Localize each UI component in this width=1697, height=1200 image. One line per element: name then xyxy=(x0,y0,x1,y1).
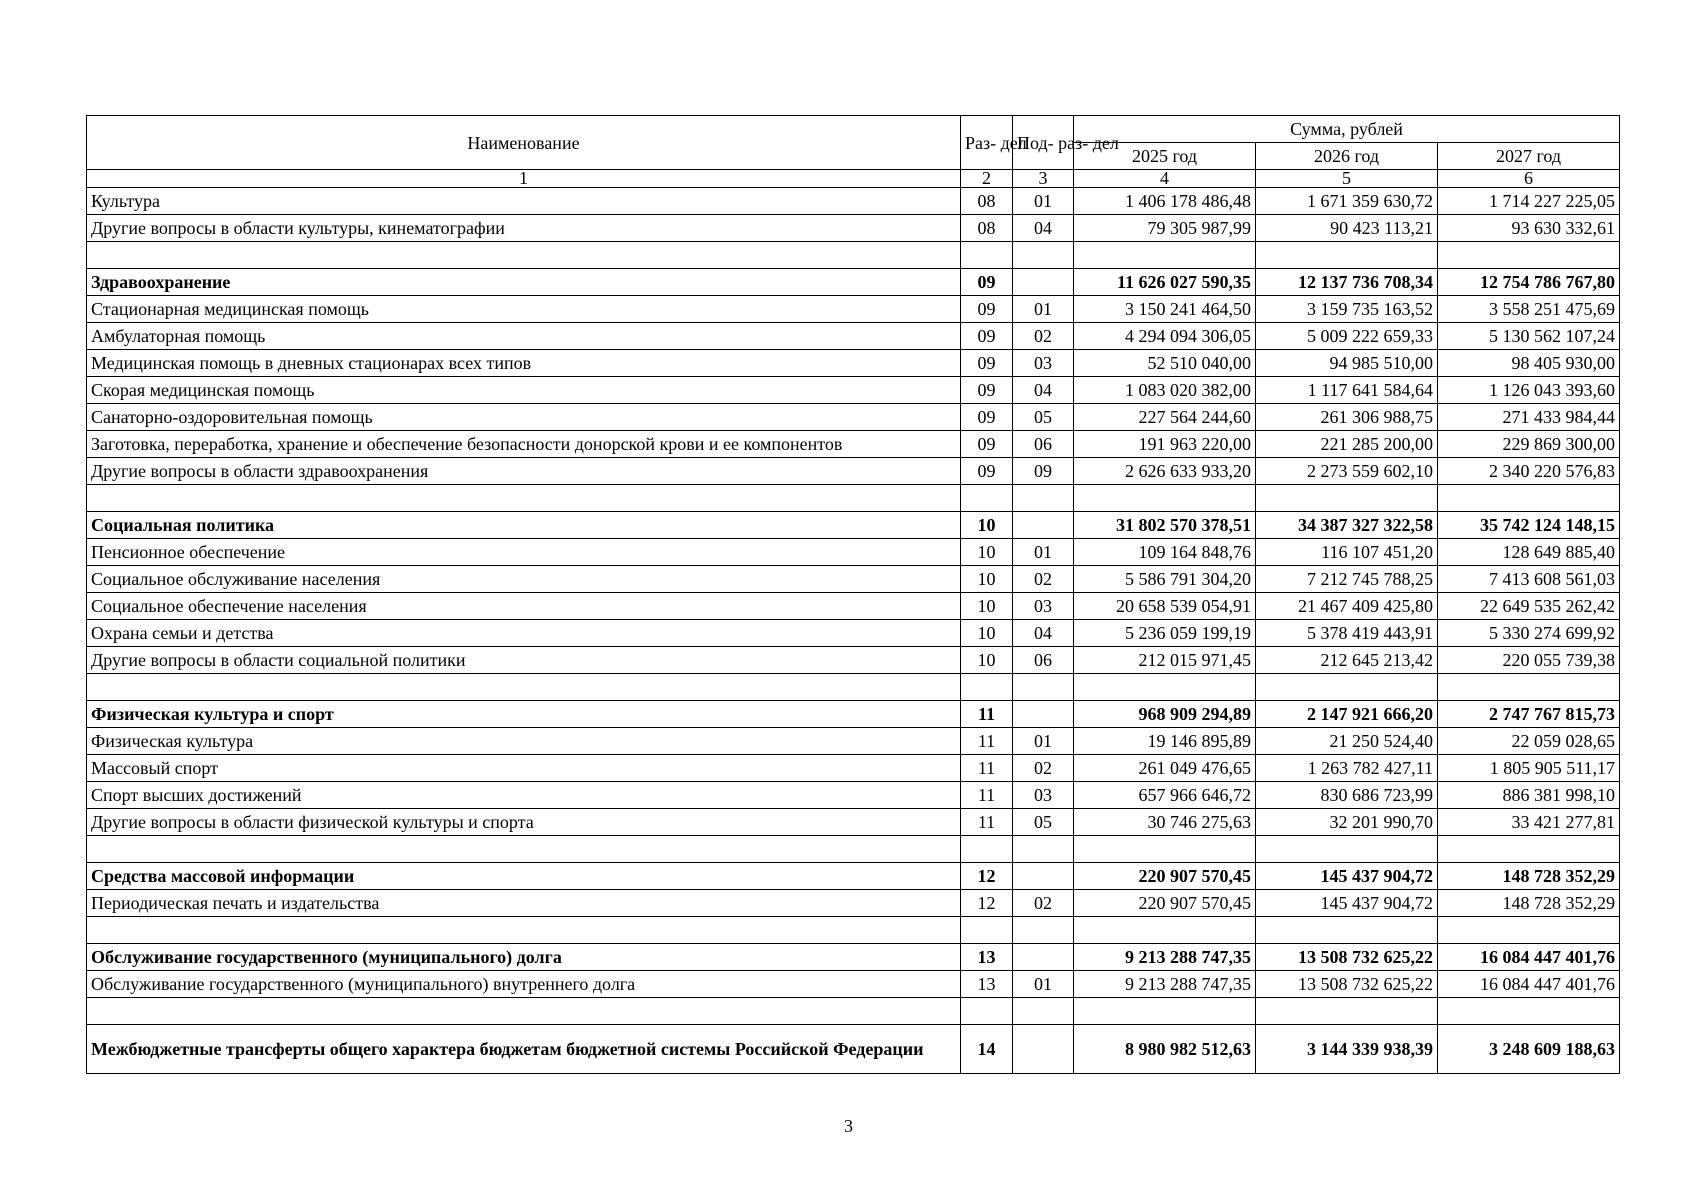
row-name: Другие вопросы в области здравоохранения xyxy=(87,458,961,485)
row-amount-2027: 7 413 608 561,03 xyxy=(1438,566,1620,593)
row-amount-2025: 11 626 027 590,35 xyxy=(1074,269,1256,296)
row-amount-2027: 128 649 885,40 xyxy=(1438,539,1620,566)
header-podrazdel: Под- раз- дел xyxy=(1013,116,1074,170)
row-razdel xyxy=(961,917,1013,944)
row-podrazdel xyxy=(1013,836,1074,863)
row-name xyxy=(87,836,961,863)
row-amount-2027: 2 340 220 576,83 xyxy=(1438,458,1620,485)
table-row xyxy=(87,782,1620,809)
row-amount-2025 xyxy=(1074,242,1256,269)
row-amount-2025: 220 907 570,45 xyxy=(1074,863,1256,890)
blank-row xyxy=(87,836,1620,863)
row-podrazdel: 09 xyxy=(1013,458,1074,485)
row-razdel: 09 xyxy=(961,296,1013,323)
row-razdel: 12 xyxy=(961,890,1013,917)
row-podrazdel: 03 xyxy=(1013,782,1074,809)
row-podrazdel xyxy=(1013,242,1074,269)
row-amount-2027: 16 084 447 401,76 xyxy=(1438,944,1620,971)
row-razdel: 11 xyxy=(961,755,1013,782)
blank-row xyxy=(87,485,1620,512)
row-podrazdel: 04 xyxy=(1013,377,1074,404)
table-row xyxy=(87,620,1620,647)
row-amount-2025: 2 626 633 933,20 xyxy=(1074,458,1256,485)
row-podrazdel: 01 xyxy=(1013,539,1074,566)
budget-table-body xyxy=(87,188,1620,1074)
row-razdel: 13 xyxy=(961,944,1013,971)
row-razdel: 09 xyxy=(961,458,1013,485)
row-amount-2026 xyxy=(1256,998,1438,1025)
row-amount-2025 xyxy=(1074,917,1256,944)
row-amount-2026 xyxy=(1256,917,1438,944)
row-amount-2026: 145 437 904,72 xyxy=(1256,890,1438,917)
blank-row xyxy=(87,242,1620,269)
row-razdel: 10 xyxy=(961,539,1013,566)
table-row xyxy=(87,377,1620,404)
row-amount-2025 xyxy=(1074,998,1256,1025)
table-row xyxy=(87,809,1620,836)
row-podrazdel: 02 xyxy=(1013,566,1074,593)
row-amount-2025: 109 164 848,76 xyxy=(1074,539,1256,566)
row-amount-2025: 1 406 178 486,48 xyxy=(1074,188,1256,215)
row-amount-2026: 13 508 732 625,22 xyxy=(1256,944,1438,971)
row-amount-2025: 220 907 570,45 xyxy=(1074,890,1256,917)
row-razdel xyxy=(961,674,1013,701)
row-podrazdel xyxy=(1013,863,1074,890)
row-amount-2026: 3 144 339 938,39 xyxy=(1256,1025,1438,1074)
row-name xyxy=(87,242,961,269)
row-amount-2025: 19 146 895,89 xyxy=(1074,728,1256,755)
row-amount-2027: 33 421 277,81 xyxy=(1438,809,1620,836)
row-razdel: 09 xyxy=(961,350,1013,377)
row-amount-2025 xyxy=(1074,836,1256,863)
row-podrazdel: 05 xyxy=(1013,809,1074,836)
row-name: Социальное обеспечение населения xyxy=(87,593,961,620)
budget-table xyxy=(86,115,1620,1074)
row-amount-2027 xyxy=(1438,836,1620,863)
header-sum: Сумма, рублей xyxy=(1074,116,1620,143)
row-podrazdel xyxy=(1013,512,1074,539)
row-amount-2026: 2 273 559 602,10 xyxy=(1256,458,1438,485)
row-podrazdel xyxy=(1013,917,1074,944)
row-name xyxy=(87,674,961,701)
row-razdel: 10 xyxy=(961,647,1013,674)
row-amount-2027: 1 126 043 393,60 xyxy=(1438,377,1620,404)
row-amount-2025: 9 213 288 747,35 xyxy=(1074,944,1256,971)
row-razdel: 14 xyxy=(961,1025,1013,1074)
row-amount-2026 xyxy=(1256,242,1438,269)
table-row xyxy=(87,350,1620,377)
row-amount-2025: 4 294 094 306,05 xyxy=(1074,323,1256,350)
row-amount-2025: 8 980 982 512,63 xyxy=(1074,1025,1256,1074)
table-row-section xyxy=(87,863,1620,890)
colnum-4: 4 xyxy=(1074,170,1256,188)
row-razdel: 11 xyxy=(961,782,1013,809)
row-amount-2025: 30 746 275,63 xyxy=(1074,809,1256,836)
row-amount-2026: 1 671 359 630,72 xyxy=(1256,188,1438,215)
row-razdel: 10 xyxy=(961,566,1013,593)
row-amount-2025: 9 213 288 747,35 xyxy=(1074,971,1256,998)
row-podrazdel xyxy=(1013,674,1074,701)
row-amount-2027: 98 405 930,00 xyxy=(1438,350,1620,377)
blank-row xyxy=(87,998,1620,1025)
row-amount-2027: 2 747 767 815,73 xyxy=(1438,701,1620,728)
header-row-top xyxy=(87,116,1620,143)
table-row xyxy=(87,971,1620,998)
row-amount-2027: 886 381 998,10 xyxy=(1438,782,1620,809)
row-amount-2027: 35 742 124 148,15 xyxy=(1438,512,1620,539)
row-amount-2026: 12 137 736 708,34 xyxy=(1256,269,1438,296)
header-year-2026: 2026 год xyxy=(1256,143,1438,170)
row-amount-2025: 5 236 059 199,19 xyxy=(1074,620,1256,647)
table-row xyxy=(87,404,1620,431)
header-name: Наименование xyxy=(87,116,961,170)
row-podrazdel: 06 xyxy=(1013,647,1074,674)
table-row xyxy=(87,215,1620,242)
row-razdel xyxy=(961,998,1013,1025)
row-amount-2027: 3 248 609 188,63 xyxy=(1438,1025,1620,1074)
row-amount-2027 xyxy=(1438,485,1620,512)
row-amount-2027 xyxy=(1438,242,1620,269)
row-amount-2026: 90 423 113,21 xyxy=(1256,215,1438,242)
header-razdel: Раз- дел xyxy=(961,116,1013,170)
row-razdel: 08 xyxy=(961,215,1013,242)
row-amount-2025: 212 015 971,45 xyxy=(1074,647,1256,674)
row-name xyxy=(87,998,961,1025)
row-amount-2025: 5 586 791 304,20 xyxy=(1074,566,1256,593)
row-name: Охрана семьи и детства xyxy=(87,620,961,647)
row-razdel: 09 xyxy=(961,377,1013,404)
row-name: Межбюджетные трансферты общего характера бюджетам бюджетной системы Российской Федерации xyxy=(87,1025,961,1074)
colnum-6: 6 xyxy=(1438,170,1620,188)
row-name xyxy=(87,485,961,512)
row-podrazdel: 01 xyxy=(1013,728,1074,755)
table-row xyxy=(87,296,1620,323)
row-razdel: 10 xyxy=(961,620,1013,647)
row-amount-2026: 1 117 641 584,64 xyxy=(1256,377,1438,404)
row-name: Спорт высших достижений xyxy=(87,782,961,809)
row-podrazdel xyxy=(1013,701,1074,728)
blank-row xyxy=(87,917,1620,944)
row-name: Социальная политика xyxy=(87,512,961,539)
row-amount-2025: 227 564 244,60 xyxy=(1074,404,1256,431)
row-name: Медицинская помощь в дневных стационарах всех типов xyxy=(87,350,961,377)
row-amount-2025: 1 083 020 382,00 xyxy=(1074,377,1256,404)
row-amount-2027: 148 728 352,29 xyxy=(1438,890,1620,917)
row-name: Стационарная медицинская помощь xyxy=(87,296,961,323)
row-podrazdel xyxy=(1013,485,1074,512)
blank-row xyxy=(87,674,1620,701)
row-amount-2026: 94 985 510,00 xyxy=(1256,350,1438,377)
table-row-section xyxy=(87,944,1620,971)
row-amount-2027: 148 728 352,29 xyxy=(1438,863,1620,890)
table-row xyxy=(87,647,1620,674)
row-razdel: 11 xyxy=(961,701,1013,728)
row-razdel xyxy=(961,485,1013,512)
row-amount-2026: 116 107 451,20 xyxy=(1256,539,1438,566)
row-razdel: 09 xyxy=(961,323,1013,350)
row-razdel: 09 xyxy=(961,269,1013,296)
row-amount-2026: 145 437 904,72 xyxy=(1256,863,1438,890)
table-row xyxy=(87,539,1620,566)
row-razdel: 11 xyxy=(961,809,1013,836)
row-amount-2026 xyxy=(1256,674,1438,701)
row-amount-2025: 20 658 539 054,91 xyxy=(1074,593,1256,620)
table-row-section xyxy=(87,1025,1620,1074)
row-razdel: 08 xyxy=(961,188,1013,215)
row-name: Другие вопросы в области культуры, кинематографии xyxy=(87,215,961,242)
row-amount-2026: 221 285 200,00 xyxy=(1256,431,1438,458)
row-name: Периодическая печать и издательства xyxy=(87,890,961,917)
row-amount-2025: 79 305 987,99 xyxy=(1074,215,1256,242)
row-amount-2026: 261 306 988,75 xyxy=(1256,404,1438,431)
row-amount-2026: 13 508 732 625,22 xyxy=(1256,971,1438,998)
row-amount-2026 xyxy=(1256,485,1438,512)
table-row xyxy=(87,431,1620,458)
table-row xyxy=(87,755,1620,782)
row-razdel: 12 xyxy=(961,863,1013,890)
row-amount-2025: 261 049 476,65 xyxy=(1074,755,1256,782)
row-name: Обслуживание государственного (муниципального) долга xyxy=(87,944,961,971)
row-amount-2026: 32 201 990,70 xyxy=(1256,809,1438,836)
row-name: Культура xyxy=(87,188,961,215)
row-podrazdel: 02 xyxy=(1013,755,1074,782)
row-name: Амбулаторная помощь xyxy=(87,323,961,350)
row-name: Массовый спорт xyxy=(87,755,961,782)
row-podrazdel xyxy=(1013,998,1074,1025)
row-amount-2025: 191 963 220,00 xyxy=(1074,431,1256,458)
colnum-1: 1 xyxy=(87,170,961,188)
row-name: Пенсионное обеспечение xyxy=(87,539,961,566)
table-row xyxy=(87,458,1620,485)
row-name: Другие вопросы в области физической культуры и спорта xyxy=(87,809,961,836)
row-amount-2025 xyxy=(1074,674,1256,701)
row-razdel: 10 xyxy=(961,512,1013,539)
row-razdel xyxy=(961,242,1013,269)
row-podrazdel: 03 xyxy=(1013,593,1074,620)
row-podrazdel: 01 xyxy=(1013,296,1074,323)
row-amount-2027 xyxy=(1438,917,1620,944)
row-amount-2025: 657 966 646,72 xyxy=(1074,782,1256,809)
row-amount-2026: 830 686 723,99 xyxy=(1256,782,1438,809)
header-year-2025: 2025 год xyxy=(1074,143,1256,170)
row-amount-2026: 3 159 735 163,52 xyxy=(1256,296,1438,323)
row-amount-2026: 2 147 921 666,20 xyxy=(1256,701,1438,728)
row-amount-2027 xyxy=(1438,998,1620,1025)
row-podrazdel: 04 xyxy=(1013,620,1074,647)
row-amount-2027: 271 433 984,44 xyxy=(1438,404,1620,431)
row-amount-2027: 220 055 739,38 xyxy=(1438,647,1620,674)
row-amount-2027: 93 630 332,61 xyxy=(1438,215,1620,242)
row-name: Обслуживание государственного (муниципального) внутреннего долга xyxy=(87,971,961,998)
row-podrazdel xyxy=(1013,269,1074,296)
row-razdel: 13 xyxy=(961,971,1013,998)
row-podrazdel: 02 xyxy=(1013,890,1074,917)
table-row xyxy=(87,188,1620,215)
row-amount-2027 xyxy=(1438,674,1620,701)
row-podrazdel: 02 xyxy=(1013,323,1074,350)
table-row xyxy=(87,323,1620,350)
row-amount-2027: 1 805 905 511,17 xyxy=(1438,755,1620,782)
row-razdel: 09 xyxy=(961,431,1013,458)
row-amount-2027: 229 869 300,00 xyxy=(1438,431,1620,458)
table-row-section xyxy=(87,512,1620,539)
row-name: Заготовка, переработка, хранение и обеспечение безопасности донорской крови и ее компонентов xyxy=(87,431,961,458)
header-column-numbers xyxy=(87,170,1620,188)
row-name xyxy=(87,917,961,944)
row-name: Другие вопросы в области социальной политики xyxy=(87,647,961,674)
row-amount-2026: 5 009 222 659,33 xyxy=(1256,323,1438,350)
row-amount-2026: 1 263 782 427,11 xyxy=(1256,755,1438,782)
row-amount-2026: 34 387 327 322,58 xyxy=(1256,512,1438,539)
row-amount-2026: 212 645 213,42 xyxy=(1256,647,1438,674)
colnum-5: 5 xyxy=(1256,170,1438,188)
row-amount-2027: 1 714 227 225,05 xyxy=(1438,188,1620,215)
table-row xyxy=(87,728,1620,755)
row-razdel: 10 xyxy=(961,593,1013,620)
budget-table-container xyxy=(86,115,1619,1074)
row-name: Скорая медицинская помощь xyxy=(87,377,961,404)
row-podrazdel: 01 xyxy=(1013,971,1074,998)
row-amount-2025: 31 802 570 378,51 xyxy=(1074,512,1256,539)
row-name: Физическая культура xyxy=(87,728,961,755)
colnum-3: 3 xyxy=(1013,170,1074,188)
header-year-2027: 2027 год xyxy=(1438,143,1620,170)
row-podrazdel: 05 xyxy=(1013,404,1074,431)
row-amount-2026: 5 378 419 443,91 xyxy=(1256,620,1438,647)
row-amount-2025: 52 510 040,00 xyxy=(1074,350,1256,377)
row-amount-2025: 3 150 241 464,50 xyxy=(1074,296,1256,323)
colnum-2: 2 xyxy=(961,170,1013,188)
row-podrazdel xyxy=(1013,944,1074,971)
table-row xyxy=(87,593,1620,620)
row-amount-2027: 5 130 562 107,24 xyxy=(1438,323,1620,350)
row-razdel: 11 xyxy=(961,728,1013,755)
row-podrazdel xyxy=(1013,1025,1074,1074)
row-amount-2026 xyxy=(1256,836,1438,863)
row-razdel xyxy=(961,836,1013,863)
row-name: Здравоохранение xyxy=(87,269,961,296)
row-amount-2026: 21 250 524,40 xyxy=(1256,728,1438,755)
table-row xyxy=(87,566,1620,593)
row-name: Социальное обслуживание населения xyxy=(87,566,961,593)
row-amount-2025: 968 909 294,89 xyxy=(1074,701,1256,728)
row-amount-2027: 22 649 535 262,42 xyxy=(1438,593,1620,620)
row-amount-2027: 22 059 028,65 xyxy=(1438,728,1620,755)
row-podrazdel: 01 xyxy=(1013,188,1074,215)
table-row xyxy=(87,890,1620,917)
row-podrazdel: 03 xyxy=(1013,350,1074,377)
row-amount-2025 xyxy=(1074,485,1256,512)
row-name: Средства массовой информации xyxy=(87,863,961,890)
table-row-section xyxy=(87,701,1620,728)
row-amount-2026: 21 467 409 425,80 xyxy=(1256,593,1438,620)
table-row-section xyxy=(87,269,1620,296)
row-amount-2027: 3 558 251 475,69 xyxy=(1438,296,1620,323)
row-name: Санаторно-оздоровительная помощь xyxy=(87,404,961,431)
row-name: Физическая культура и спорт xyxy=(87,701,961,728)
row-podrazdel: 04 xyxy=(1013,215,1074,242)
row-razdel: 09 xyxy=(961,404,1013,431)
row-amount-2026: 7 212 745 788,25 xyxy=(1256,566,1438,593)
row-amount-2027: 16 084 447 401,76 xyxy=(1438,971,1620,998)
page-number: 3 xyxy=(844,1116,853,1136)
row-amount-2027: 5 330 274 699,92 xyxy=(1438,620,1620,647)
row-podrazdel: 06 xyxy=(1013,431,1074,458)
row-amount-2027: 12 754 786 767,80 xyxy=(1438,269,1620,296)
